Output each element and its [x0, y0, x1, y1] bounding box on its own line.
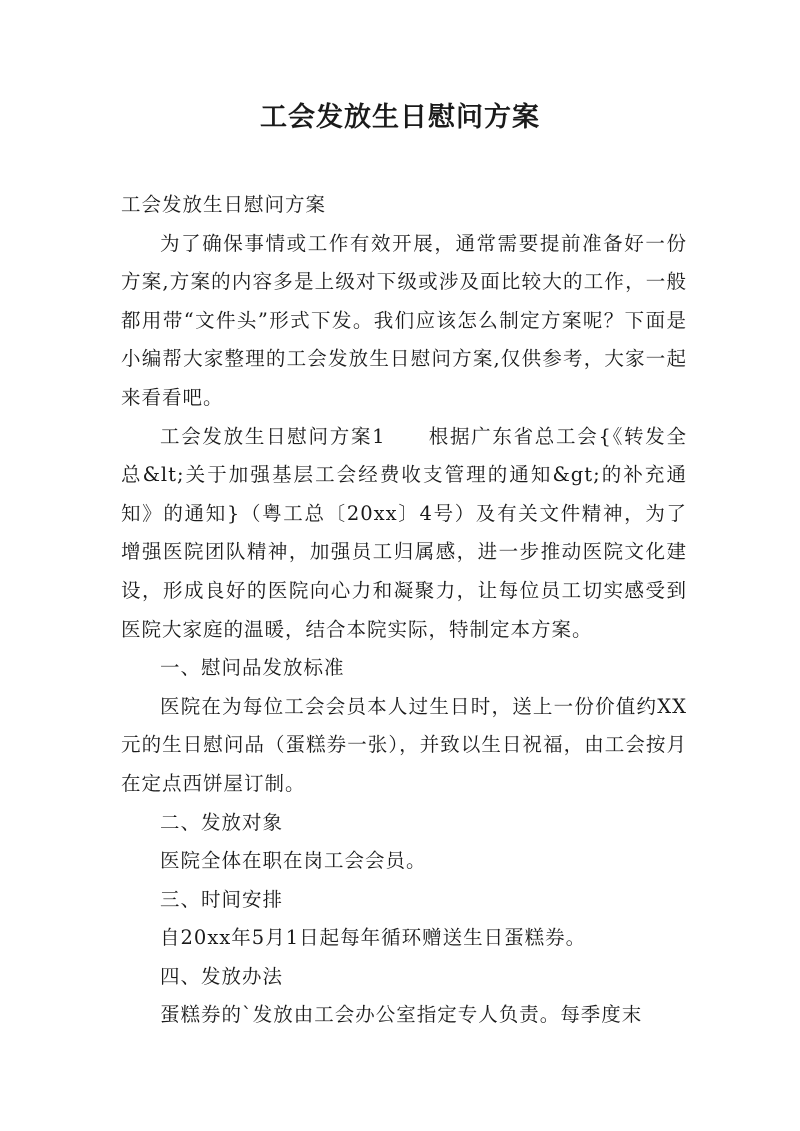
schedule-paragraph: 自20xx年5月1日起每年循环赠送生日蛋糕券。 [160, 926, 587, 950]
plan-paragraph: 工会发放生日慰问方案1 根据广东省总工会{《转发全总&lt;关于加强基层工会经费收支管理的通知&gt;的补充通知》的通知}（粤工总〔20xx〕4号）及有关文件精神，为了增强医院团队精神，加强员工归属感，进一步推动医院文化建设，形成良好的医院向心力和凝聚力，让每位员工切实感受到医院大家庭的温暖，结合本院实际，特制定本方案。 [121, 424, 687, 641]
standard-paragraph: 医院在为每位工会会员本人过生日时，送上一份价值约XX元的生日慰问品（蛋糕券一张），并致以生日祝福，由工会按月在定点西饼屋订制。 [121, 694, 687, 795]
document-title: 工会发放生日慰问方案 [260, 102, 540, 133]
section-heading-method: 四、发放办法 [160, 964, 284, 988]
target-paragraph: 医院全体在职在岗工会会员。 [160, 849, 427, 873]
section-heading-standard: 一、慰问品发放标准 [160, 656, 345, 680]
section-heading-target: 二、发放对象 [160, 810, 284, 834]
document-body [121, 186, 687, 1035]
intro-paragraph: 为了确保事情或工作有效开展，通常需要提前准备好一份方案,方案的内容多是上级对下级或涉及面比较大的工作，一般都用带“文件头”形式下发。我们应该怎么制定方案呢？下面是小编帮大家整理的工会发放生日慰问方案,仅供参考，大家一起来看看吧。 [121, 231, 687, 409]
intro-heading: 工会发放生日慰问方案 [121, 193, 327, 216]
section-heading-schedule: 三、时间安排 [160, 887, 284, 911]
method-paragraph: 蛋糕券的`发放由工会办公室指定专人负责。每季度末 [160, 1003, 643, 1027]
